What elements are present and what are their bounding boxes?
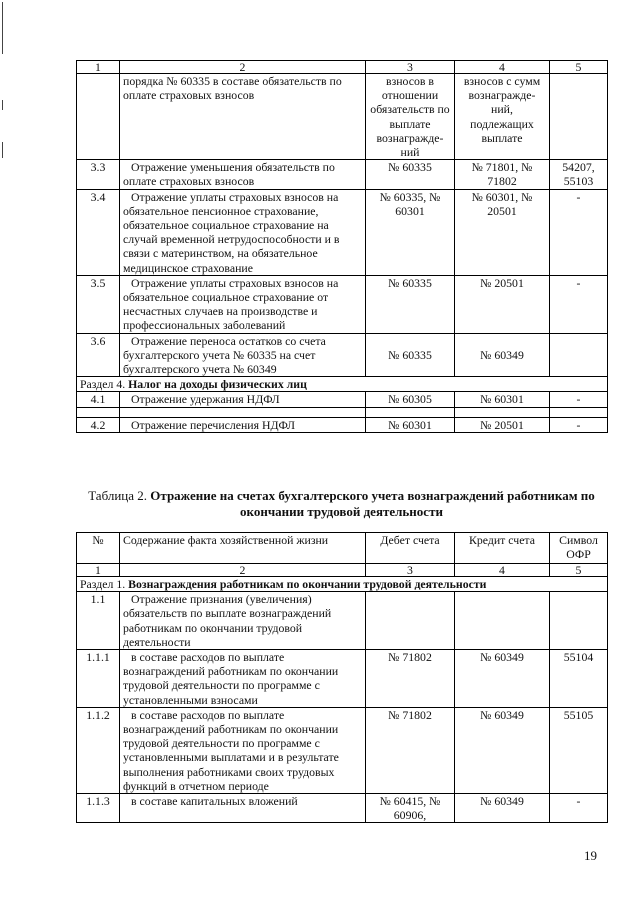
section-row	[77, 377, 608, 392]
row-number: 1.1.1	[77, 650, 120, 708]
row-number: 3.3	[77, 160, 120, 189]
row-content: Отражение уплаты страховых взносов на обязательное пенсионное страхование, обязательное социальное страхование на случай временной нетрудоспособности и в связи с материнством, на обязательное медицинское страхование	[120, 189, 366, 275]
header-cell: 2	[120, 61, 366, 74]
debit-account: взносов в отношении обязательств по выплате вознагражде-ний	[366, 74, 455, 160]
debit-account: № 71802	[366, 707, 455, 793]
section-prefix: Раздел 1.	[80, 577, 126, 591]
row-content: Отражение переноса остатков со счета бухгалтерского учета № 60335 на счет бухгалтерского учета № 60349	[120, 333, 366, 377]
ofr-symbol	[550, 592, 608, 650]
ofr-symbol	[550, 333, 608, 377]
caption-title: Отражение на счетах бухгалтерского учета вознаграждений работникам по окончании трудовой деятельности	[150, 488, 595, 519]
row-content: Отражение признания (увеличения) обязательств по выплате вознаграждений работникам по окончании трудовой деятельности	[120, 592, 366, 650]
table-row	[77, 160, 608, 189]
table-row	[77, 74, 608, 160]
row-content: Отражение уменьшения обязательств по оплате страховых взносов	[120, 160, 366, 189]
row-number: 1.1.3	[77, 794, 120, 823]
credit-account: № 60349	[455, 794, 550, 823]
ofr-symbol: 55105	[550, 707, 608, 793]
credit-account: № 20501	[455, 275, 550, 333]
row-content: в составе капитальных вложений	[120, 794, 366, 823]
table-row	[77, 794, 608, 823]
ofr-symbol: -	[550, 417, 608, 432]
section-prefix: Раздел 4.	[80, 377, 126, 392]
row-number: 4.1	[77, 392, 120, 407]
credit-account: № 60301, № 20501	[455, 189, 550, 275]
table-2-number-row	[77, 564, 608, 577]
ofr-symbol: -	[550, 189, 608, 275]
table-2-column-headers	[77, 533, 608, 564]
debit-account: № 60335	[366, 333, 455, 377]
header-cell: 1	[77, 564, 120, 577]
table-row	[77, 592, 608, 650]
table-row	[77, 650, 608, 708]
credit-account: № 60349	[455, 333, 550, 377]
table-2	[76, 532, 608, 823]
table-1-header-row	[77, 61, 608, 74]
row-number: 3.5	[77, 275, 120, 333]
header-cell: 3	[366, 564, 455, 577]
debit-account: № 60305	[366, 392, 455, 407]
column-header-content: Содержание факта хозяйственной жизни	[120, 533, 366, 564]
row-number	[77, 74, 120, 160]
table-row	[77, 333, 608, 377]
section-4-heading	[77, 377, 608, 392]
section-row	[77, 577, 608, 592]
table-row	[77, 417, 608, 432]
table-1	[76, 60, 608, 433]
column-header-debit: Дебет счета	[366, 533, 455, 564]
ofr-symbol: -	[550, 275, 608, 333]
section-1-heading	[77, 577, 608, 592]
header-cell: 5	[550, 564, 608, 577]
header-cell: 1	[77, 61, 120, 74]
row-number: 1.1.2	[77, 707, 120, 793]
row-content: порядка № 60335 в составе обязательств по оплате страховых взносов	[120, 74, 366, 160]
credit-account: взносов с сумм вознагражде-ний, подлежащих выплате	[455, 74, 550, 160]
ofr-symbol: -	[550, 794, 608, 823]
debit-account: № 60335	[366, 275, 455, 333]
table-row	[77, 275, 608, 333]
ofr-symbol: -	[550, 392, 608, 407]
table-row	[77, 189, 608, 275]
credit-account: № 60349	[455, 707, 550, 793]
column-header-credit: Кредит счета	[455, 533, 550, 564]
row-content: Отражение уплаты страховых взносов на обязательное социальное страхование от несчастных случаев на производстве и профессиональных заболеваний	[120, 275, 366, 333]
row-content: Отражение перечисления НДФЛ	[120, 417, 366, 432]
debit-account: № 60335	[366, 160, 455, 189]
row-content: в составе расходов по выплате вознаграждений работникам по окончании трудовой деятельности по программе с установленными взносами	[120, 650, 366, 708]
header-cell: 2	[120, 564, 366, 577]
section-title: Вознаграждения работникам по окончании трудовой деятельности	[128, 577, 487, 591]
header-cell: 4	[455, 564, 550, 577]
debit-account: № 60301	[366, 417, 455, 432]
column-header-ofr: Символ ОФР	[550, 533, 608, 564]
table-2-caption	[76, 488, 607, 520]
page-number: 19	[584, 848, 597, 863]
binding-marks	[2, 0, 5, 170]
debit-account	[366, 592, 455, 650]
debit-account: № 60335, № 60301	[366, 189, 455, 275]
debit-account: № 60415, № 60906,	[366, 794, 455, 823]
header-cell: 4	[455, 61, 550, 74]
header-cell: 5	[550, 61, 608, 74]
caption-prefix: Таблица 2.	[88, 488, 148, 503]
credit-account: № 60301	[455, 392, 550, 407]
row-number: 1.1	[77, 592, 120, 650]
row-number: 4.2	[77, 417, 120, 432]
row-content: Отражение удержания НДФЛ	[120, 392, 366, 407]
header-cell: 3	[366, 61, 455, 74]
row-number: 3.4	[77, 189, 120, 275]
ofr-symbol: 55104	[550, 650, 608, 708]
ofr-symbol: 54207, 55103	[550, 160, 608, 189]
row-content: в составе расходов по выплате вознаграждений работникам по окончании трудовой деятельности по программе с установленными выплатами и в результате выполнения работниками своих трудовых функций в отчетном периоде	[120, 707, 366, 793]
table-row	[77, 707, 608, 793]
credit-account: № 71801, № 71802	[455, 160, 550, 189]
row-number: 3.6	[77, 333, 120, 377]
section-title: Налог на доходы физических лиц	[128, 377, 307, 392]
ofr-symbol	[550, 74, 608, 160]
debit-account: № 71802	[366, 650, 455, 708]
spacer-row	[77, 407, 608, 417]
column-header-number: №	[77, 533, 120, 564]
credit-account: № 20501	[455, 417, 550, 432]
credit-account: № 60349	[455, 650, 550, 708]
table-row	[77, 392, 608, 407]
credit-account	[455, 592, 550, 650]
